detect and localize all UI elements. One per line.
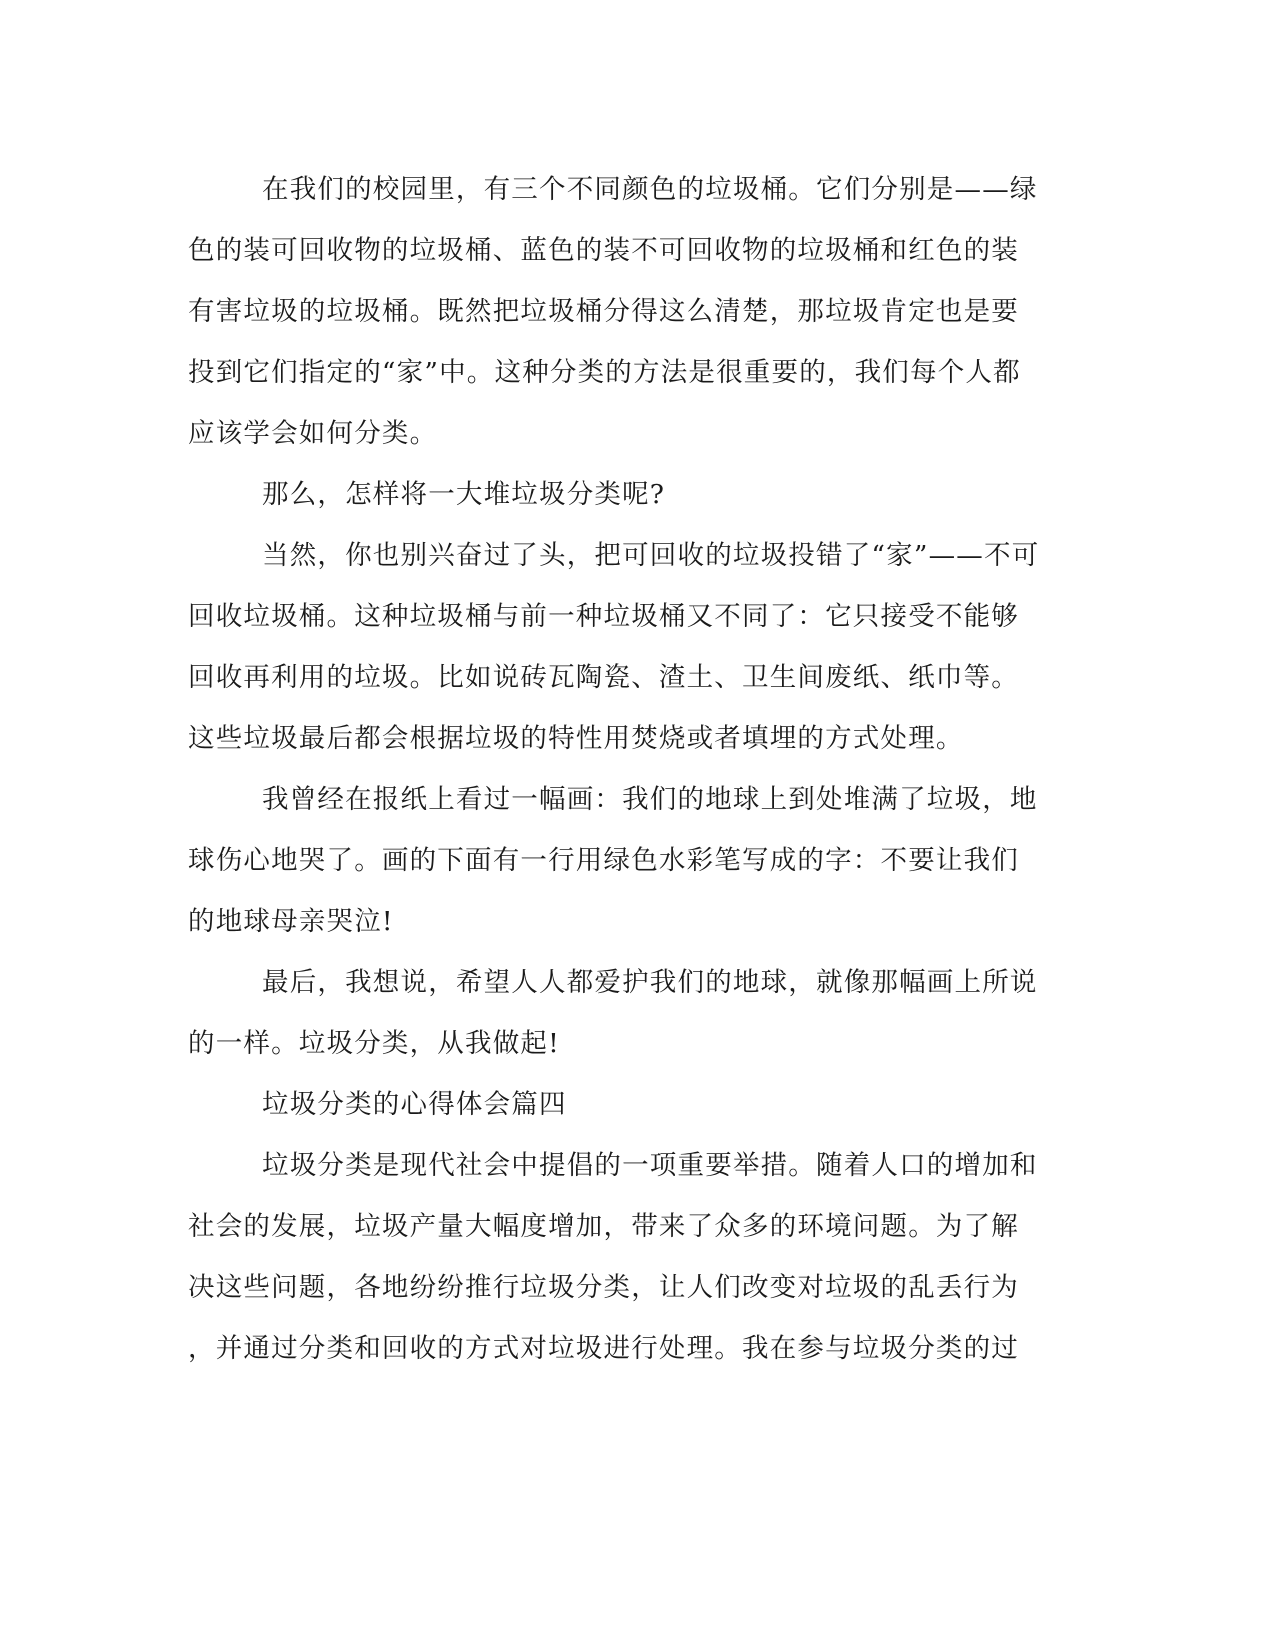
text-line: 回收垃圾桶。这种垃圾桶与前一种垃圾桶又不同了：它只接受不能够: [188, 601, 1019, 632]
text-line: 投到它们指定的“家”中。这种分类的方法是很重要的，我们每个人都: [188, 357, 1021, 388]
text-line: 最后，我想说，希望人人都爱护我们的地球，就像那幅画上所说: [262, 967, 1038, 998]
text-line: 垃圾分类是现代社会中提倡的一项重要举措。随着人口的增加和: [262, 1150, 1038, 1181]
text-line: 回收再利用的垃圾。比如说砖瓦陶瓷、渣土、卫生间废纸、纸巾等。: [188, 662, 1019, 693]
text-line: 球伤心地哭了。画的下面有一行用绿色水彩笔写成的字：不要让我们: [188, 845, 1019, 876]
text-line: 我曾经在报纸上看过一幅画：我们的地球上到处堆满了垃圾，地: [262, 784, 1038, 815]
text-line: 应该学会如何分类。: [188, 418, 438, 449]
text-line: 有害垃圾的垃圾桶。既然把垃圾桶分得这么清楚，那垃圾肯定也是要: [188, 296, 1019, 327]
section-heading: 垃圾分类的心得体会篇四: [262, 1089, 567, 1120]
body-text: [188, 159, 1068, 1379]
text-line: 的一样。垃圾分类，从我做起!: [188, 1028, 560, 1059]
text-line: 决这些问题，各地纷纷推行垃圾分类，让人们改变对垃圾的乱丢行为: [188, 1272, 1019, 1303]
text-line: 的地球母亲哭泣!: [188, 906, 394, 937]
text-line: 社会的发展，垃圾产量大幅度增加，带来了众多的环境问题。为了解: [188, 1211, 1019, 1242]
text-line: 在我们的校园里，有三个不同颜色的垃圾桶。它们分别是——绿: [262, 174, 1038, 205]
text-line: ，并通过分类和回收的方式对垃圾进行处理。我在参与垃圾分类的过: [188, 1333, 1019, 1364]
text-line: 这些垃圾最后都会根据垃圾的特性用焚烧或者填埋的方式处理。: [188, 723, 964, 754]
text-line: 那么，怎样将一大堆垃圾分类呢?: [262, 479, 666, 510]
text-line: 色的装可回收物的垃圾桶、蓝色的装不可回收物的垃圾桶和红色的装: [188, 235, 1019, 266]
text-line: 当然，你也别兴奋过了头，把可回收的垃圾投错了“家”——不可: [262, 540, 1040, 571]
